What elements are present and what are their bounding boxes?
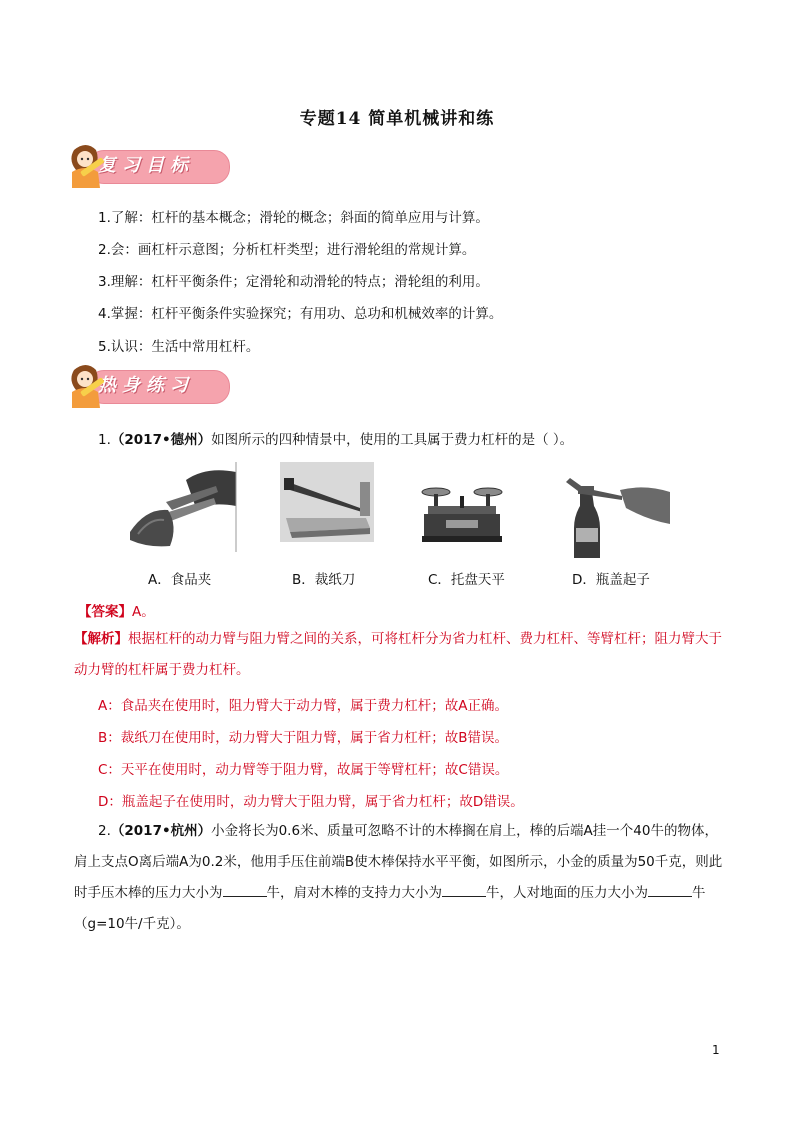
goal-item: 5.认识：生活中常用杠杆。 [98,339,260,355]
analysis-label: 【解析】 [74,631,128,647]
question-source: （2017•德州） [110,432,212,448]
answer-blank[interactable] [648,882,692,897]
goal-item: 4.掌握：杠杆平衡条件实验探究；有用功、总功和机械效率的计算。 [98,306,503,322]
question-2 [74,816,726,940]
answer-value: A。 [132,604,155,620]
paper-cutter-image [280,462,374,542]
analysis-detail: B：裁纸刀在使用时，动力臂大于阻力臂，属于省力杠杆；故B错误。 [98,730,509,746]
girl-with-pencil-icon [66,142,112,190]
option-c-caption: C．托盘天平 [428,572,505,588]
goal-item: 3.理解：杠杆平衡条件；定滑轮和动滑轮的特点；滑轮组的利用。 [98,274,489,290]
goal-item: 2.会：画杠杆示意图；分析杠杆类型；进行滑轮组的常规计算。 [98,242,476,258]
question-text: 牛，肩对木棒的支持力大小为 [266,885,442,901]
question-text: 如图所示的四种情景中，使用的工具属于费力杠杆的是（ ）。 [211,432,574,448]
answer-label: 【答案】 [78,604,132,620]
question-number: 1. [98,432,111,448]
question-source: （2017•杭州） [110,823,212,839]
question-text: 小金将长为0.6米、质量可忽略不计的木棒搁在肩上，棒的后端A挂一个40牛的物体，肩上支点O离后端A为0.2米，他用手压住前端B使木棒保持水平平衡，如图所示，小金的质量为50千克，则此时手压木棒的压力大小为 [74,823,723,901]
question-text: 牛（g=10牛/千克）。 [74,885,706,932]
section-banner-warmup [66,362,230,410]
analysis-text: 根据杠杆的动力臂与阻力臂之间的关系，可将杠杆分为省力杠杆、费力杠杆、等臂杠杆；阻力臂大于动力臂的杠杆属于费力杠杆。 [74,631,722,678]
bottle-opener-image [560,472,670,558]
analysis-detail: C：天平在使用时，动力臂等于阻力臂，故属于等臂杠杆；故C错误。 [98,762,509,778]
page-number: 1 [712,1043,720,1057]
option-d-caption: D．瓶盖起子 [572,572,650,588]
page-title: 专题14 简单机械讲和练 [299,109,495,129]
balance-scale-image [420,476,504,544]
analysis [74,624,730,686]
answer-blank[interactable] [223,882,267,897]
question-number: 2. [98,823,111,839]
section-banner-review-goals [66,142,230,190]
food-tongs-image [126,462,238,552]
analysis-detail: A：食品夹在使用时，阻力臂大于动力臂，属于费力杠杆；故A正确。 [98,698,508,714]
analysis-detail: D：瓶盖起子在使用时，动力臂大于阻力臂，属于省力杠杆；故D错误。 [98,794,524,810]
girl-with-pencil-icon [66,362,112,410]
option-a-caption: A．食品夹 [148,572,212,588]
question-1-stem [98,428,573,448]
option-b-caption: B．裁纸刀 [292,572,356,588]
banner-label: 复习目标 [98,155,194,176]
goal-item: 1.了解：杠杆的基本概念；滑轮的概念；斜面的简单应用与计算。 [98,210,489,226]
answer-blank[interactable] [442,882,486,897]
answer [78,600,155,620]
banner-label: 热身练习 [98,375,194,396]
question-text: 牛，人对地面的压力大小为 [486,885,648,901]
